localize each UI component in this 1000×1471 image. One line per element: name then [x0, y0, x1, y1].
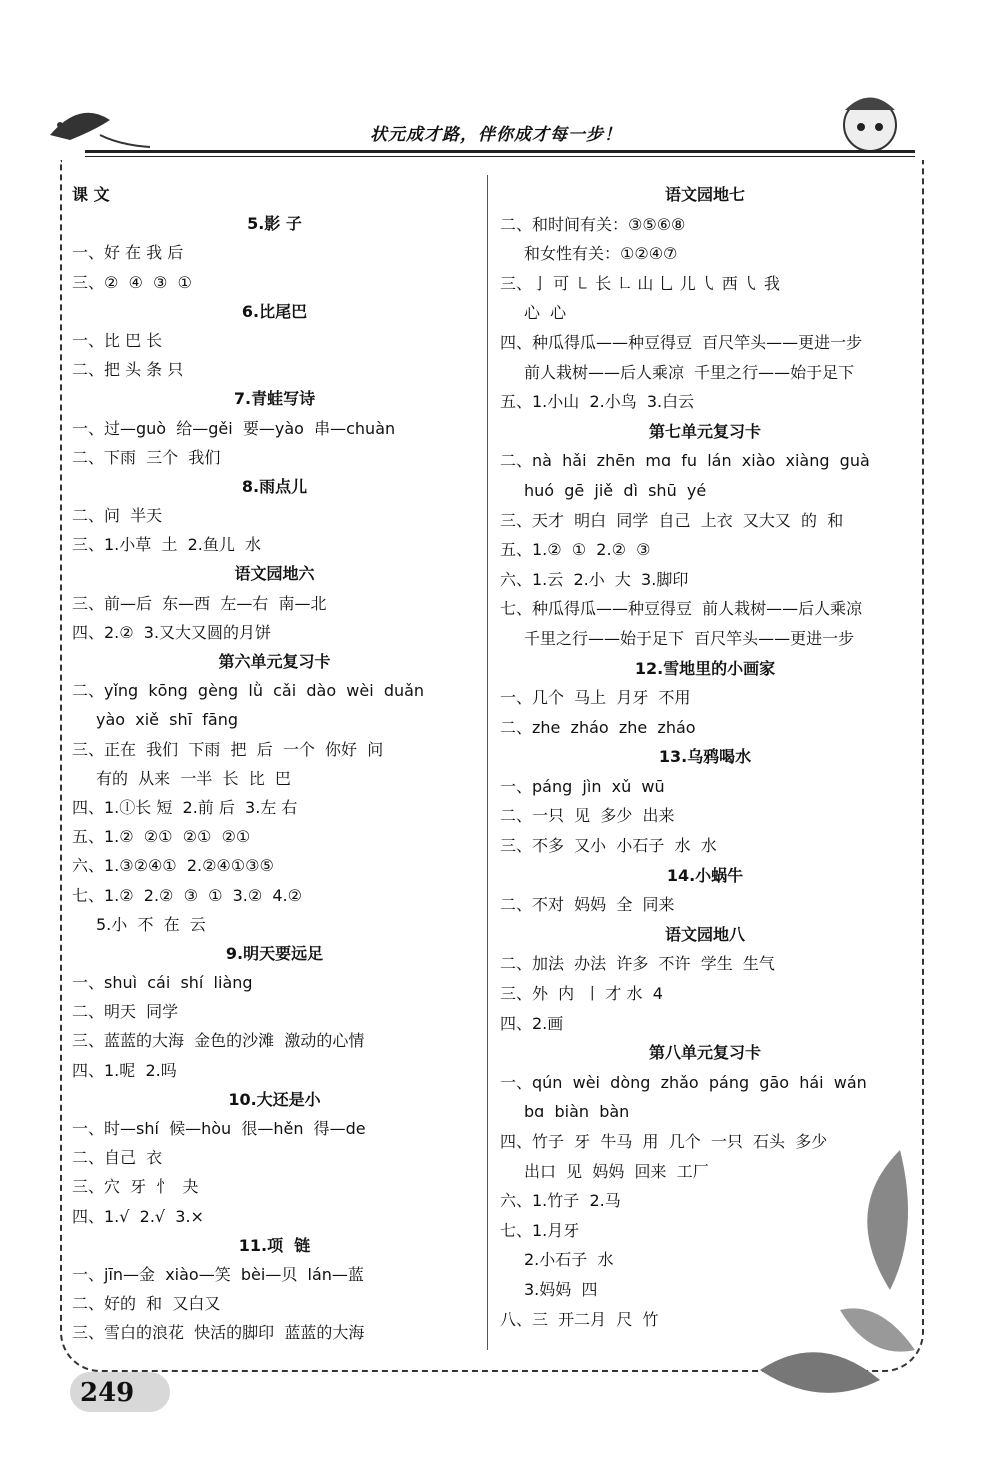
answer-line: 四、1.ⓛ长 短 2.前 后 3.左 右 [72, 797, 298, 817]
section-heading: 课 文 [72, 185, 110, 204]
lesson-title: 第七单元复习卡 [648, 421, 761, 441]
answer-line: 3.妈妈 四 [524, 1279, 598, 1299]
answer-line: 三、1.小草 土 2.鱼儿 水 [72, 535, 262, 555]
answer-line: 三、雪白的浪花 快活的脚印 蓝蓝的大海 [72, 1323, 365, 1343]
answer-line: bɑ biàn bàn [524, 1102, 630, 1122]
answer-line: 二、加法 办法 许多 不许 学生 生气 [500, 954, 775, 974]
fish-logo-icon [40, 95, 160, 155]
answer-line: 八、三 开二月 尺 竹 [500, 1309, 659, 1329]
answer-line: 五、1.小山 2.小鸟 3.白云 [500, 392, 695, 412]
answer-line: 一、比 巴 长 [72, 330, 163, 350]
answer-line: huó gē jiě dì shū yé [524, 480, 707, 500]
answer-line: 一、jīn—金 xiào—笑 bèi—贝 lán—蓝 [72, 1264, 364, 1284]
answer-line: 一、páng jìn xǔ wū [500, 776, 665, 796]
answer-line: 二、明天 同学 [72, 1002, 179, 1022]
answer-line: 五、1.② ②① ②① ②① [72, 827, 251, 847]
header-slogan: 状元成才路，伴你成才每一步！ [370, 125, 622, 145]
lesson-title: 6.比尾巴 [241, 301, 308, 321]
answer-column-left [72, 180, 477, 1348]
answer-line: 一、好 在 我 后 [72, 243, 184, 263]
column-divider [487, 175, 488, 1350]
answer-line: 六、1.③②④① 2.②④①③⑤ [72, 856, 274, 876]
answer-line: 有的 从来 一半 长 比 巴 [96, 768, 291, 788]
lesson-title: 12.雪地里的小画家 [634, 658, 776, 678]
answer-line: 二、一只 见 多少 出来 [500, 806, 675, 826]
answer-line: 出口 见 妈妈 回来 工厂 [524, 1161, 709, 1181]
answer-line: 四、2.② 3.又大又圆的月饼 [72, 622, 272, 642]
lesson-title: 11.项 链 [238, 1235, 311, 1255]
answer-line: 2.小石子 水 [524, 1250, 614, 1270]
answer-line: 四、1.呢 2.吗 [72, 1060, 177, 1080]
page-number: 249 [80, 1378, 135, 1408]
answer-line: 六、1.云 2.小 大 3.脚印 [500, 569, 689, 589]
answer-line: 二、zhe zháo zhe zháo [500, 717, 696, 737]
answer-line: 二、自己 衣 [72, 1148, 163, 1168]
header-rule-thin [85, 156, 915, 157]
answer-line: 七、1.月牙 [500, 1220, 580, 1240]
answer-line: 四、种瓜得瓜——种豆得豆 百尺竿头——更进一步 [500, 332, 863, 352]
answer-line: 三、正在 我们 下雨 把 后 一个 你好 问 [72, 739, 384, 759]
answer-line: 七、种瓜得瓜——种豆得豆 前人栽树——后人乘凉 [500, 599, 863, 619]
answer-line: 三、亅 可 ㇄ 长 ㇗ 山 乚 儿 ㇂ 西 ㇂ 我 [500, 273, 780, 293]
answer-line: 前人栽树——后人乘凉 千里之行——始于足下 [524, 362, 855, 382]
lesson-title: 第六单元复习卡 [218, 652, 331, 671]
answer-line: 三、不多 又小 小石子 水 水 [500, 836, 717, 856]
header-rule [85, 150, 915, 153]
answer-line: 千里之行——始于足下 百尺竿头——更进一步 [524, 628, 855, 648]
leaf-decoration-icon [720, 1150, 920, 1410]
answer-line: 二、不对 妈妈 全 同来 [500, 895, 675, 915]
answer-line: 二、下雨 三个 我们 [72, 447, 221, 467]
lesson-title: 语文园地八 [664, 924, 745, 944]
answer-line: 5.小 不 在 云 [96, 914, 206, 934]
answer-line: 三、蓝蓝的大海 金色的沙滩 激动的心情 [72, 1031, 365, 1051]
cartoon-mascot-icon [825, 85, 915, 160]
lesson-title: 第八单元复习卡 [648, 1043, 761, 1063]
answer-line: 三、穴 牙 忄 夬 [72, 1177, 199, 1197]
answer-line: 三、天才 明白 同学 自己 上衣 又大又 的 和 [500, 510, 844, 530]
lesson-title: 5.影 子 [247, 214, 302, 234]
answer-line: yào xiě shī fāng [96, 710, 238, 730]
lesson-title: 8.雨点儿 [241, 476, 308, 496]
answer-line: 一、时—shí 候—hòu 很—hěn 得—de [72, 1119, 366, 1138]
answer-line: 二、yǐng kōng gèng lǜ cǎi dào wèi duǎn [72, 681, 425, 701]
answer-line: 一、qún wèi dòng zhǎo páng gāo hái wán [500, 1072, 867, 1092]
lesson-title: 10.大还是小 [228, 1089, 321, 1109]
answer-line: 心 心 [524, 303, 567, 323]
answer-line: 二、问 半天 [72, 506, 163, 526]
answer-line: 五、1.② ① 2.② ③ [500, 540, 651, 560]
answer-line: 一、几个 马上 月牙 不用 [500, 688, 691, 708]
answer-line: 二、好的 和 又白又 [72, 1294, 221, 1314]
lesson-title: 语文园地七 [664, 185, 745, 204]
lesson-title: 14.小蜗牛 [666, 865, 744, 885]
answer-line: 四、1.√ 2.√ 3.× [72, 1206, 204, 1226]
answer-line: 二、把 头 条 只 [72, 360, 184, 380]
answer-line: 三、前—后 东—西 左—右 南—北 [72, 593, 327, 613]
answer-line: 一、过—guò 给—gěi 要—yào 串—chuàn [72, 418, 396, 438]
answer-line: 三、外 内 丨 才 水 4 [500, 984, 663, 1004]
answer-line: 七、1.② 2.② ③ ① 3.② 4.② [72, 885, 302, 905]
lesson-title: 语文园地六 [234, 564, 315, 584]
lesson-title: 7.青蛙写诗 [233, 389, 316, 409]
answer-line: 四、2.画 [500, 1013, 564, 1033]
lesson-title: 9.明天要远足 [225, 943, 324, 963]
answer-line: 和女性有关：①②④⑦ [524, 244, 678, 264]
answer-line: 二、和时间有关：③⑤⑥⑧ [500, 214, 686, 234]
answer-line: 三、② ④ ③ ① [72, 272, 192, 292]
lesson-title: 13.乌鸦喝水 [658, 747, 752, 767]
answer-line: 四、竹子 牙 牛马 用 几个 一只 石头 多少 [500, 1132, 828, 1151]
answer-line: 一、shuì cái shí liàng [72, 973, 253, 993]
answer-line: 六、1.竹子 2.马 [500, 1191, 621, 1211]
answer-line: 二、nà hǎi zhēn mɑ fu lán xiào xiàng guà [500, 451, 870, 471]
